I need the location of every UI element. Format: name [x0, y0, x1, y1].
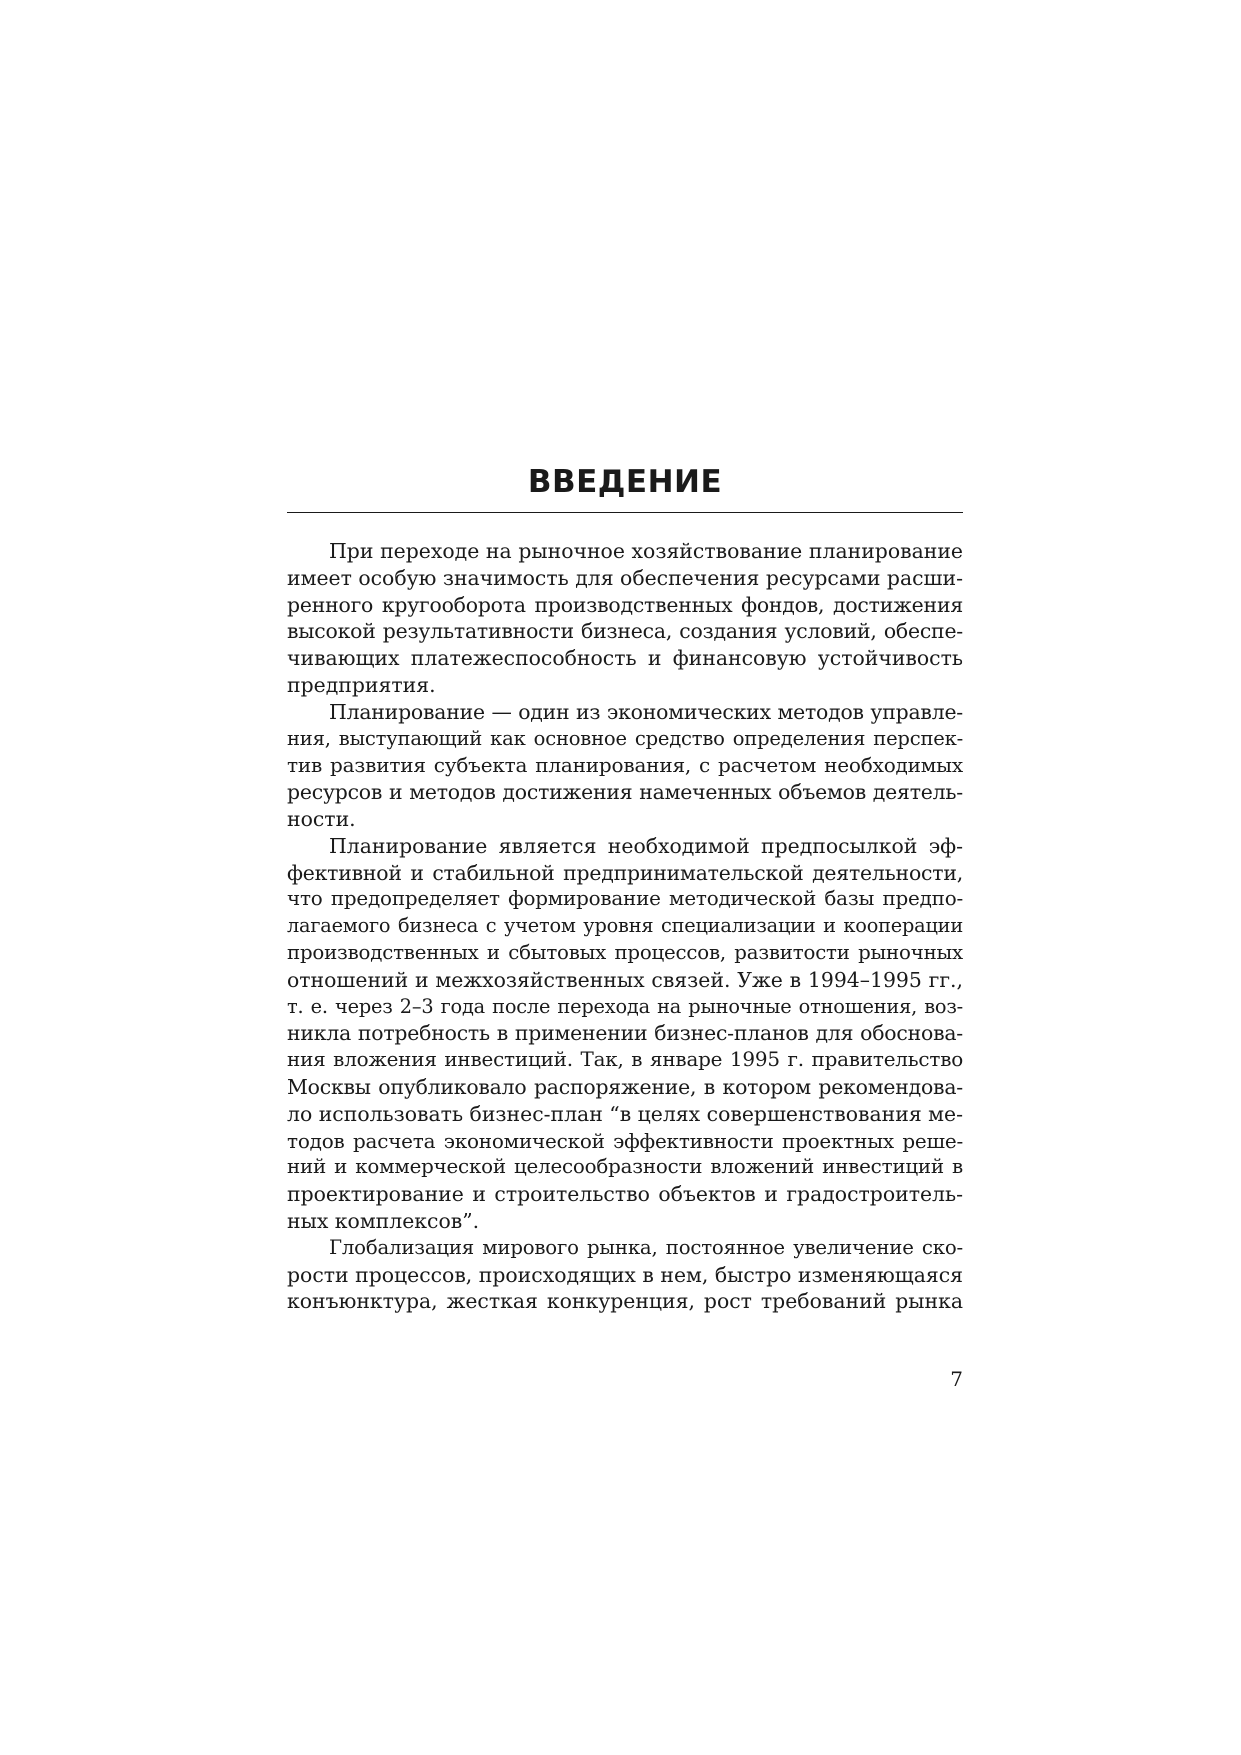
paragraph-3: [287, 833, 963, 1235]
text-line: При переходе на рыночное хозяйствование планирование: [329, 539, 963, 563]
body-text: [287, 538, 963, 1315]
text-line: ресурсов и методов достижения намеченных объемов деятель-: [287, 780, 963, 805]
text-line: тив развития субъекта планирования, с расчетом необходимых: [287, 753, 963, 778]
text-line: рости процессов, происходящих в нем, быстро изменяющаяся: [287, 1262, 963, 1287]
text-line: фективной и стабильной предпринимательской деятельности,: [287, 860, 963, 885]
text-line: лагаемого бизнеса с учетом уровня специализации и кооперации: [287, 914, 963, 938]
text-line: ний и коммерческой целесообразности вложений инвестиций в: [287, 1155, 963, 1179]
text-line: Планирование — один из экономических методов управле-: [329, 699, 963, 724]
text-line: тодов расчета экономической эффективности проектных реше-: [287, 1128, 963, 1153]
text-line: никла потребность в применении бизнес-планов для обоснова-: [287, 1021, 963, 1046]
text-line: ния, выступающий как основное средство определения перспек-: [287, 726, 963, 750]
text-line: ности.: [287, 806, 356, 831]
paragraph-2: [287, 699, 963, 833]
text-line: производственных и сбытовых процессов, развитости рыночных: [287, 940, 963, 964]
paragraph-4: [287, 1235, 963, 1315]
text-line: ния вложения инвестиций. Так, в январе 1995 г. правительство: [287, 1048, 963, 1072]
text-line: предприятия.: [287, 672, 436, 697]
text-line: отношений и межхозяйственных связей. Уже в 1994–1995 гг.,: [287, 967, 963, 992]
text-line: ных комплексов”.: [287, 1208, 480, 1233]
text-line: ренного кругооборота производственных фондов, достижения: [287, 592, 963, 617]
heading-rule: [287, 512, 963, 513]
text-line: конъюнктура, жесткая конкуренция, рост требований рынка: [287, 1289, 963, 1314]
text-line: Планирование является необходимой предпосылкой эф-: [329, 833, 963, 858]
text-line: высокой результативности бизнеса, создания условий, обеспе-: [287, 619, 963, 644]
text-line: имеет особую значимость для обеспечения ресурсами расши-: [287, 565, 963, 590]
page-number: 7: [950, 1367, 963, 1391]
text-line: т. е. через 2–3 года после перехода на рыночные отношения, воз-: [287, 994, 963, 1018]
text-line: чивающих платежеспособность и финансовую устойчивость: [287, 646, 963, 671]
text-line: что предопределяет формирование методической базы предпо-: [287, 887, 963, 911]
text-line: Глобализация мирового рынка, постоянное увеличение ско-: [329, 1235, 963, 1259]
text-line: проектирование и строительство объектов и градостроитель-: [287, 1182, 963, 1207]
paragraph-1: [287, 538, 963, 699]
text-line: ло использовать бизнес-план “в целях совершенствования ме-: [287, 1101, 963, 1126]
chapter-heading: ВВЕДЕНИЕ: [527, 464, 723, 500]
text-line: Москвы опубликовало распоряжение, в котором рекомендова-: [287, 1074, 963, 1099]
